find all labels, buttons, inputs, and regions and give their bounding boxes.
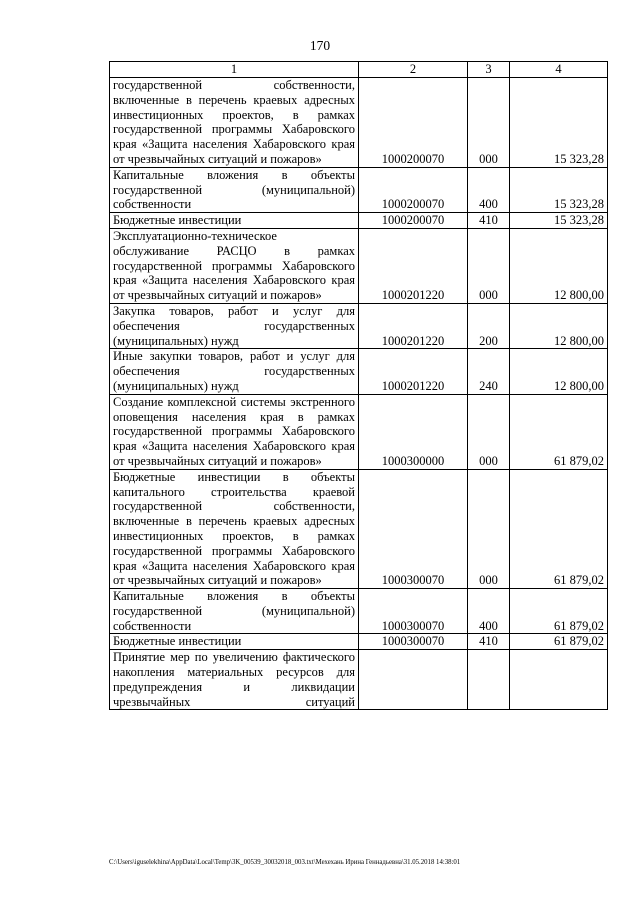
column-header-description: 1 bbox=[110, 62, 359, 78]
row-code: 1000300000 bbox=[359, 394, 468, 469]
row-amount: 61 879,02 bbox=[510, 589, 608, 634]
row-description: Капитальные вложения в объекты государственной (муниципальной) собственности bbox=[110, 167, 359, 212]
row-code: 1000200070 bbox=[359, 167, 468, 212]
row-type: 410 bbox=[468, 213, 510, 229]
column-header-amount: 4 bbox=[510, 62, 608, 78]
row-type: 410 bbox=[468, 634, 510, 650]
row-amount: 61 879,02 bbox=[510, 634, 608, 650]
header-row bbox=[110, 62, 608, 78]
table-row bbox=[110, 469, 608, 588]
row-description: Эксплуатационно-техническое обслуживание РАСЦО в рамках государственной программы Хабаровского края «Защита населения Хабаровского края от чрезвычайных ситуаций и пожаров» bbox=[110, 228, 359, 303]
row-code: 1000200070 bbox=[359, 78, 468, 168]
table-row bbox=[110, 228, 608, 303]
table-row bbox=[110, 303, 608, 348]
row-code: 1000201220 bbox=[359, 228, 468, 303]
row-description: Капитальные вложения в объекты государственной (муниципальной) собственности bbox=[110, 589, 359, 634]
row-amount: 12 800,00 bbox=[510, 303, 608, 348]
row-description: государственной собственности, включенные в перечень краевых адресных инвестиционных проектов, в рамках государственной программы Хабаровского края «Защита населения Хабаровского края от чрезвычайных ситуаций и пожаров» bbox=[110, 78, 359, 168]
table-body bbox=[110, 78, 608, 710]
row-code: 1000200070 bbox=[359, 213, 468, 229]
table-row bbox=[110, 650, 608, 710]
table-row bbox=[110, 78, 608, 168]
row-code: 1000300070 bbox=[359, 634, 468, 650]
file-path-footer: C:\Users\iguselekhina\AppData\Local\Temp\3K_00539_30032018_003.txt\Мехехань Ирина Геннадьевна\31.05.2018 14:38:01 bbox=[109, 859, 461, 866]
row-amount: 61 879,02 bbox=[510, 469, 608, 588]
row-amount: 15 323,28 bbox=[510, 167, 608, 212]
row-amount: 15 323,28 bbox=[510, 78, 608, 168]
row-type: 400 bbox=[468, 589, 510, 634]
table-row bbox=[110, 213, 608, 229]
row-amount: 12 800,00 bbox=[510, 349, 608, 394]
page-number: 170 bbox=[309, 38, 331, 53]
row-amount: 12 800,00 bbox=[510, 228, 608, 303]
row-code: 1000300070 bbox=[359, 589, 468, 634]
row-code: 1000201220 bbox=[359, 349, 468, 394]
row-code bbox=[359, 650, 468, 710]
row-description: Бюджетные инвестиции bbox=[110, 634, 359, 650]
row-description: Иные закупки товаров, работ и услуг для обеспечения государственных (муниципальных) нужд bbox=[110, 349, 359, 394]
row-amount: 61 879,02 bbox=[510, 394, 608, 469]
table-row bbox=[110, 167, 608, 212]
row-description: Бюджетные инвестиции в объекты капитального строительства краевой государственной собственности, включенные в перечень краевых адресных инвестиционных проектов, в рамках государственной программы Хабаровского края «Защита населения Хабаровского края от чрезвычайных ситуаций и пожаров» bbox=[110, 469, 359, 588]
row-type: 000 bbox=[468, 469, 510, 588]
row-description: Принятие мер по увеличению фактического накопления материальных ресурсов для предупреждения и ликвидации чрезвычайных ситуаций bbox=[110, 650, 359, 710]
row-type: 000 bbox=[468, 78, 510, 168]
row-amount: 15 323,28 bbox=[510, 213, 608, 229]
row-description: Бюджетные инвестиции bbox=[110, 213, 359, 229]
table-row bbox=[110, 349, 608, 394]
row-amount bbox=[510, 650, 608, 710]
table-header bbox=[110, 62, 608, 78]
row-type bbox=[468, 650, 510, 710]
row-type: 000 bbox=[468, 394, 510, 469]
table-row bbox=[110, 589, 608, 634]
column-header-type: 3 bbox=[468, 62, 510, 78]
table-row bbox=[110, 634, 608, 650]
row-type: 400 bbox=[468, 167, 510, 212]
row-code: 1000201220 bbox=[359, 303, 468, 348]
row-type: 200 bbox=[468, 303, 510, 348]
row-type: 240 bbox=[468, 349, 510, 394]
row-description: Закупка товаров, работ и услуг для обеспечения государственных (муниципальных) нужд bbox=[110, 303, 359, 348]
row-code: 1000300070 bbox=[359, 469, 468, 588]
row-type: 000 bbox=[468, 228, 510, 303]
table-row bbox=[110, 394, 608, 469]
budget-table bbox=[109, 61, 608, 710]
row-description: Создание комплексной системы экстренного оповещения населения края в рамках государственной программы Хабаровского края «Защита населения Хабаровского края от чрезвычайных ситуаций и пожаров» bbox=[110, 394, 359, 469]
column-header-code: 2 bbox=[359, 62, 468, 78]
